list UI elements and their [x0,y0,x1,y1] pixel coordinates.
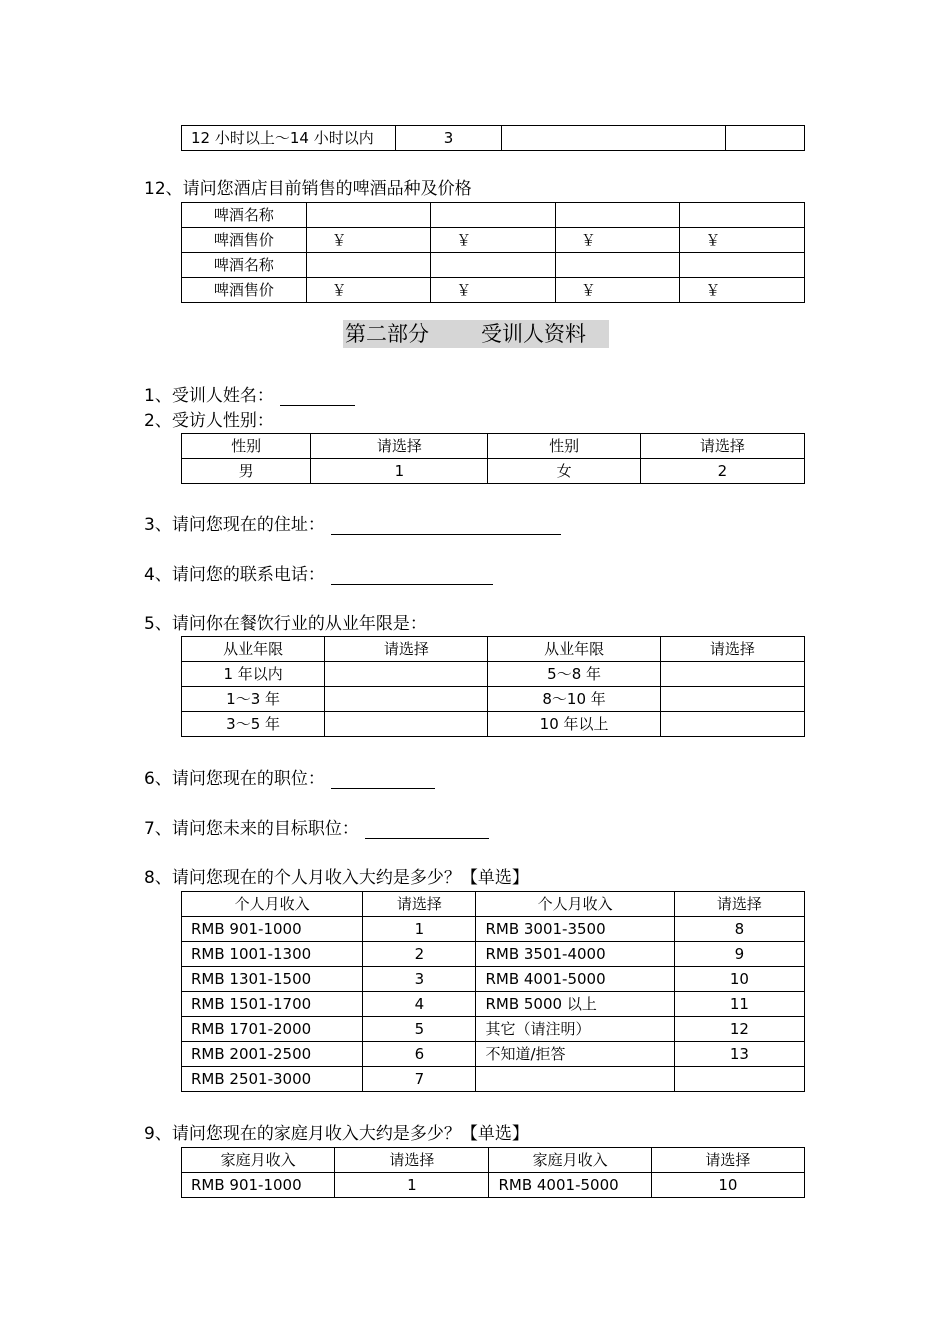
beer-price-field[interactable]: ￥ [555,228,680,253]
gender-table [181,433,805,484]
q1-label: 1、受训人姓名： [144,386,274,406]
section-title: 受训人资料 [481,322,586,346]
q12-title: 12、请问您酒店目前销售的啤酒品种及价格 [144,179,472,199]
gender-code[interactable]: 1 [311,459,488,484]
years-header: 从业年限 [182,637,325,662]
family-income-code[interactable]: 1 [335,1173,489,1198]
income-code[interactable]: 4 [363,992,476,1017]
q6-label: 6、请问您现在的职位： [144,769,325,789]
section-part: 第二部分 [345,322,429,346]
beer-name-field[interactable] [431,253,556,278]
personal-income-table [181,891,805,1092]
years-option: 5～8 年 [488,662,660,687]
income-option: 不知道/拒答 [476,1042,674,1067]
income-option: 其它（请注明） [476,1017,674,1042]
family-income-code[interactable]: 10 [651,1173,804,1198]
q7-label: 7、请问您未来的目标职位： [144,819,359,839]
q7-row [144,819,489,839]
income-option: RMB 1001-1300 [182,942,363,967]
beer-name-label: 啤酒名称 [182,203,307,228]
top-empty-cell [726,126,805,151]
beer-name-field[interactable] [680,203,805,228]
gender-code[interactable]: 2 [640,459,804,484]
target-position-input[interactable] [365,822,489,839]
position-input[interactable] [331,772,435,789]
income-option: RMB 1701-2000 [182,1017,363,1042]
years-header: 请选择 [325,637,488,662]
income-option: RMB 901-1000 [182,917,363,942]
years-select[interactable] [325,687,488,712]
income-code[interactable]: 3 [363,967,476,992]
top-table [181,125,805,151]
years-header: 请选择 [660,637,804,662]
income-option: RMB 5000 以上 [476,992,674,1017]
income-header: 请选择 [363,892,476,917]
gender-option: 女 [488,459,640,484]
income-option: RMB 1501-1700 [182,992,363,1017]
phone-input[interactable] [331,568,493,585]
income-code[interactable]: 5 [363,1017,476,1042]
years-option: 8～10 年 [488,687,660,712]
years-option: 1～3 年 [182,687,325,712]
years-select[interactable] [660,712,804,737]
beer-name-label: 啤酒名称 [182,253,307,278]
gender-header: 请选择 [640,434,804,459]
years-select[interactable] [325,712,488,737]
beer-price-field[interactable]: ￥ [306,228,431,253]
family-income-table [181,1147,805,1198]
top-range-cell: 12 小时以上～14 小时以内 [182,126,396,151]
income-option: RMB 4001-5000 [476,967,674,992]
top-code-cell: 3 [396,126,502,151]
income-option: RMB 1301-1500 [182,967,363,992]
income-code[interactable]: 8 [674,917,804,942]
income-option: RMB 3501-4000 [476,942,674,967]
income-code[interactable] [674,1067,804,1092]
income-header: 个人月收入 [476,892,674,917]
q9-label: 9、请问您现在的家庭月收入大约是多少？【单选】 [144,1124,529,1144]
beer-name-field[interactable] [680,253,805,278]
gender-header: 请选择 [311,434,488,459]
beer-name-field[interactable] [431,203,556,228]
beer-price-field[interactable]: ￥ [431,278,556,303]
years-select[interactable] [660,662,804,687]
years-select[interactable] [325,662,488,687]
q1-row [144,386,355,406]
income-code[interactable]: 10 [674,967,804,992]
family-income-header: 请选择 [651,1148,804,1173]
income-code[interactable]: 13 [674,1042,804,1067]
family-income-header: 家庭月收入 [182,1148,335,1173]
income-option: RMB 3001-3500 [476,917,674,942]
beer-price-field[interactable]: ￥ [680,278,805,303]
beer-name-field[interactable] [306,203,431,228]
q8-label: 8、请问您现在的个人月收入大约是多少？【单选】 [144,868,529,888]
family-income-option: RMB 901-1000 [182,1173,335,1198]
beer-price-label: 啤酒售价 [182,228,307,253]
address-input[interactable] [331,518,561,535]
income-code[interactable]: 12 [674,1017,804,1042]
q4-label: 4、请问您的联系电话： [144,565,325,585]
income-option [476,1067,674,1092]
q6-row [144,769,435,789]
gender-option: 男 [182,459,311,484]
q3-label: 3、请问您现在的住址： [144,515,325,535]
family-income-option: RMB 4001-5000 [489,1173,651,1198]
section-heading [343,320,609,348]
beer-name-field[interactable] [555,203,680,228]
family-income-header: 请选择 [335,1148,489,1173]
income-code[interactable]: 1 [363,917,476,942]
q4-row [144,565,493,585]
beer-price-field[interactable]: ￥ [306,278,431,303]
beer-name-field[interactable] [555,253,680,278]
years-option: 10 年以上 [488,712,660,737]
family-income-header: 家庭月收入 [489,1148,651,1173]
beer-price-field[interactable]: ￥ [431,228,556,253]
q2-label: 2、受访人性别： [144,411,274,431]
years-header: 从业年限 [488,637,660,662]
income-code[interactable]: 2 [363,942,476,967]
income-code[interactable]: 7 [363,1067,476,1092]
years-option: 1 年以内 [182,662,325,687]
beer-table [181,202,805,303]
income-code[interactable]: 9 [674,942,804,967]
q5-label: 5、请问你在餐饮行业的从业年限是： [144,614,427,634]
years-option: 3～5 年 [182,712,325,737]
income-option: RMB 2001-2500 [182,1042,363,1067]
years-select[interactable] [660,687,804,712]
gender-header: 性别 [488,434,640,459]
beer-name-field[interactable] [306,253,431,278]
income-code[interactable]: 6 [363,1042,476,1067]
gender-header: 性别 [182,434,311,459]
name-input[interactable] [280,389,355,406]
q3-row [144,515,561,535]
beer-price-field[interactable]: ￥ [680,228,805,253]
income-header: 请选择 [674,892,804,917]
income-header: 个人月收入 [182,892,363,917]
years-table [181,636,805,737]
beer-price-label: 啤酒售价 [182,278,307,303]
income-option: RMB 2501-3000 [182,1067,363,1092]
income-code[interactable]: 11 [674,992,804,1017]
beer-price-field[interactable]: ￥ [555,278,680,303]
top-empty-cell [502,126,726,151]
